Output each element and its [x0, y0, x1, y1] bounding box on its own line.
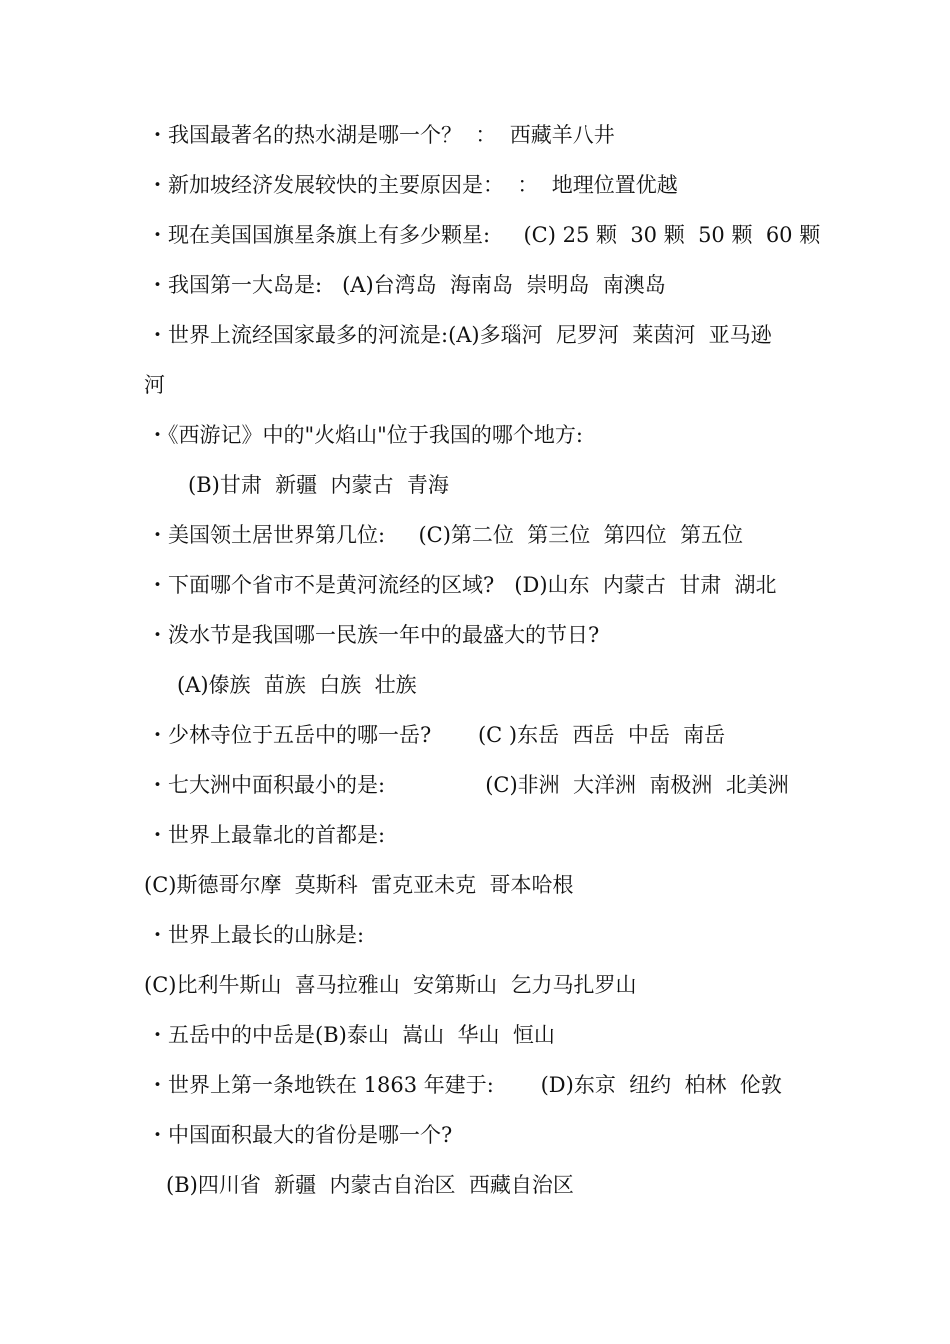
question-first-subway: ・世界上第一条地铁在 1863 年建于: (D)东京 纽约 柏林 伦敦: [147, 1073, 782, 1097]
answer-northernmost-capital: (C)斯德哥尔摩 莫斯科 雷克亚未克 哥本哈根: [144, 873, 574, 897]
question-flaming-mountain: ・《西游记》中的"火焰山"位于我国的哪个地方:: [147, 423, 583, 447]
question-longest-mountain-range: ・世界上最长的山脉是:: [147, 923, 365, 947]
answer-longest-mountain-range: (C)比利牛斯山 喜马拉雅山 安第斯山 乞力马扎罗山: [144, 973, 637, 997]
question-yellow-river: ・下面哪个省市不是黄河流经的区域? (D)山东 内蒙古 甘肃 湖北: [147, 573, 777, 597]
question-largest-island: ・我国第一大岛是: (A)台湾岛 海南岛 崇明岛 南澳岛: [147, 273, 666, 297]
question-most-countries-river-cont: 河: [144, 373, 165, 397]
question-northernmost-capital: ・世界上最靠北的首都是:: [147, 823, 386, 847]
question-shaolin-temple: ・少林寺位于五岳中的哪一岳? (C )东岳 西岳 中岳 南岳: [147, 723, 726, 747]
answer-water-festival: (A)傣族 苗族 白族 壮族: [177, 673, 417, 697]
question-most-countries-river: ・世界上流经国家最多的河流是:(A)多瑙河 尼罗河 莱茵河 亚马逊: [147, 323, 772, 347]
question-water-festival: ・泼水节是我国哪一民族一年中的最盛大的节日?: [147, 623, 600, 647]
question-us-territory-rank: ・美国领土居世界第几位: (C)第二位 第三位 第四位 第五位: [147, 523, 743, 547]
question-us-flag-stars: ・现在美国国旗星条旗上有多少颗星: (C) 25 颗 30 颗 50 颗 60 颗: [147, 223, 821, 247]
question-largest-province: ・中国面积最大的省份是哪一个?: [147, 1123, 453, 1147]
question-singapore-economy: ・新加坡经济发展较快的主要原因是： ： 地理位置优越: [147, 173, 678, 197]
question-hot-lake: ・我国最著名的热水湖是哪一个？ ： 西藏羊八井: [147, 123, 615, 147]
question-smallest-continent: ・七大洲中面积最小的是: (C)非洲 大洋洲 南极洲 北美洲: [147, 773, 789, 797]
question-central-mountain: ・五岳中的中岳是(B)泰山 嵩山 华山 恒山: [147, 1023, 555, 1047]
answer-largest-province: (B)四川省 新疆 内蒙古自治区 西藏自治区: [166, 1173, 574, 1197]
answer-flaming-mountain: (B)甘肃 新疆 内蒙古 青海: [188, 473, 449, 497]
